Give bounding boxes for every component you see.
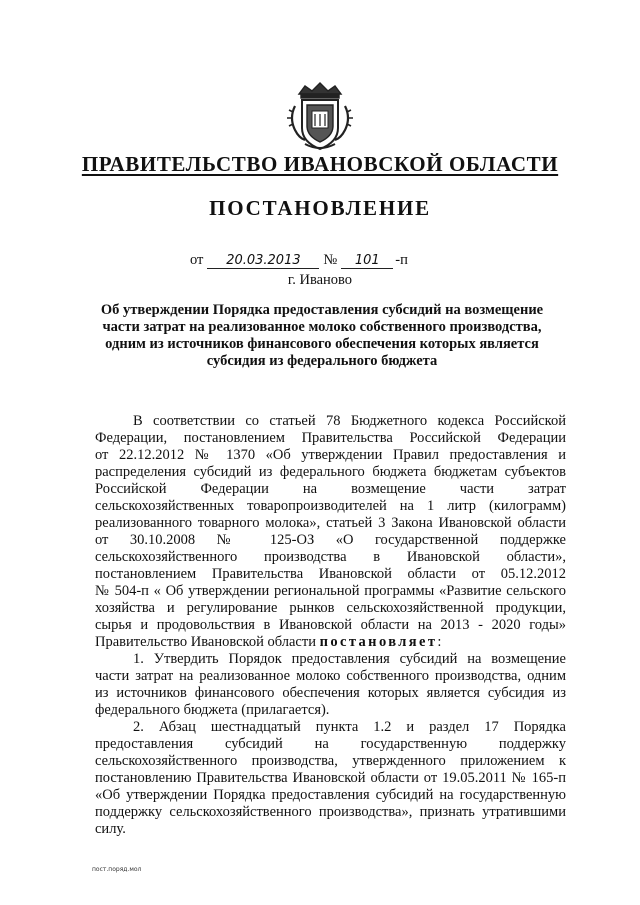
body-line: сельскохозяйственного производства в Ивановской области», <box>95 549 566 565</box>
document-type: ПОСТАНОВЛЕНИЕ <box>209 196 431 220</box>
body-line: поддержку сельскохозяйственного производства», признать утратившими <box>95 804 566 820</box>
body-line-text: Правительство Ивановской области <box>95 634 316 650</box>
subject-line: Об утверждении Порядка предоставления субсидий на возмещение <box>100 302 544 318</box>
body-line: федерального бюджета (прилагается). <box>95 702 330 718</box>
body-line: Федерации, постановлением Правительства Российской Федерации <box>95 430 566 446</box>
body-line: хозяйства и регулирование рынков сельскохозяйственной продукции, <box>95 600 566 616</box>
body-line: № 504-п « Об утверждении региональной программы «Развитие сельского <box>95 583 566 599</box>
body-line: от 22.12.2012 № 1370 «Об утверждении Правил предоставления и <box>95 447 566 463</box>
body-line: Российской Федерации на возмещение части затрат <box>95 481 566 497</box>
number-label: № <box>323 252 338 268</box>
subject-line: части затрат на реализованное молоко собственного производства, <box>102 319 542 335</box>
subject-line: одним из источников финансового обеспечения которых является <box>105 336 539 352</box>
date-field: 20.03.2013 <box>207 254 319 269</box>
body-line: В соответствии со статьей 78 Бюджетного кодекса Российской <box>133 413 566 429</box>
body-line: реализованного товарного молока», статьей 3 Закона Ивановской области <box>95 515 566 531</box>
body-line: предоставления субсидий на государственную поддержку <box>95 736 566 752</box>
from-label: от <box>190 252 204 268</box>
subject-line: субсидия из федерального бюджета <box>206 353 438 369</box>
government-title-text: ПРАВИТЕЛЬСТВО ИВАНОВСКОЙ ОБЛАСТИ <box>81 152 559 176</box>
body-line: постановлению Правительства Ивановской области от 19.05.2011 № 165-п <box>95 770 566 786</box>
body-line: сырья и продовольствия в Ивановской области на 2013 - 2020 годы» <box>95 617 566 633</box>
decree-body <box>95 413 566 838</box>
body-line: «Об утверждении Порядка предоставления субсидий на государственную <box>95 787 566 803</box>
body-line: от 30.10.2008 № 125-ОЗ «О государственной поддержке <box>95 532 566 548</box>
body-line: силу. <box>95 821 126 837</box>
number-field: 101 <box>341 254 393 269</box>
date-number-line <box>190 252 480 269</box>
government-title <box>0 152 640 177</box>
number-suffix: -п <box>395 252 408 268</box>
city-line: г. Иваново <box>287 272 353 288</box>
body-line: сельскохозяйственных товаропроизводителей на 1 литр (килограмм) <box>95 498 566 514</box>
body-line: из источников финансового обеспечения которых является субсидия из <box>95 685 566 701</box>
coat-of-arms-emblem <box>285 78 355 154</box>
body-line: 1. Утвердить Порядок предоставления субсидий на возмещение <box>133 651 566 667</box>
decree-word: постановляет <box>319 634 438 650</box>
file-code: пост.поряд.мол <box>92 866 142 873</box>
body-line: распределения субсидий из федерального бюджета бюджетам субъектов <box>95 464 566 480</box>
body-line: Правительство Ивановской области постановляет: <box>95 634 442 650</box>
body-line: постановлением Правительства Ивановской области от 05.12.2012 <box>95 566 566 582</box>
decree-subject <box>82 302 562 370</box>
body-line: сельскохозяйственного производства, утвержденного приложением к <box>95 753 566 769</box>
body-line: 2. Абзац шестнадцатый пункта 1.2 и раздел 17 Порядка <box>133 719 566 735</box>
body-line: части затрат на реализованное молоко собственного производства, одним <box>95 668 566 684</box>
